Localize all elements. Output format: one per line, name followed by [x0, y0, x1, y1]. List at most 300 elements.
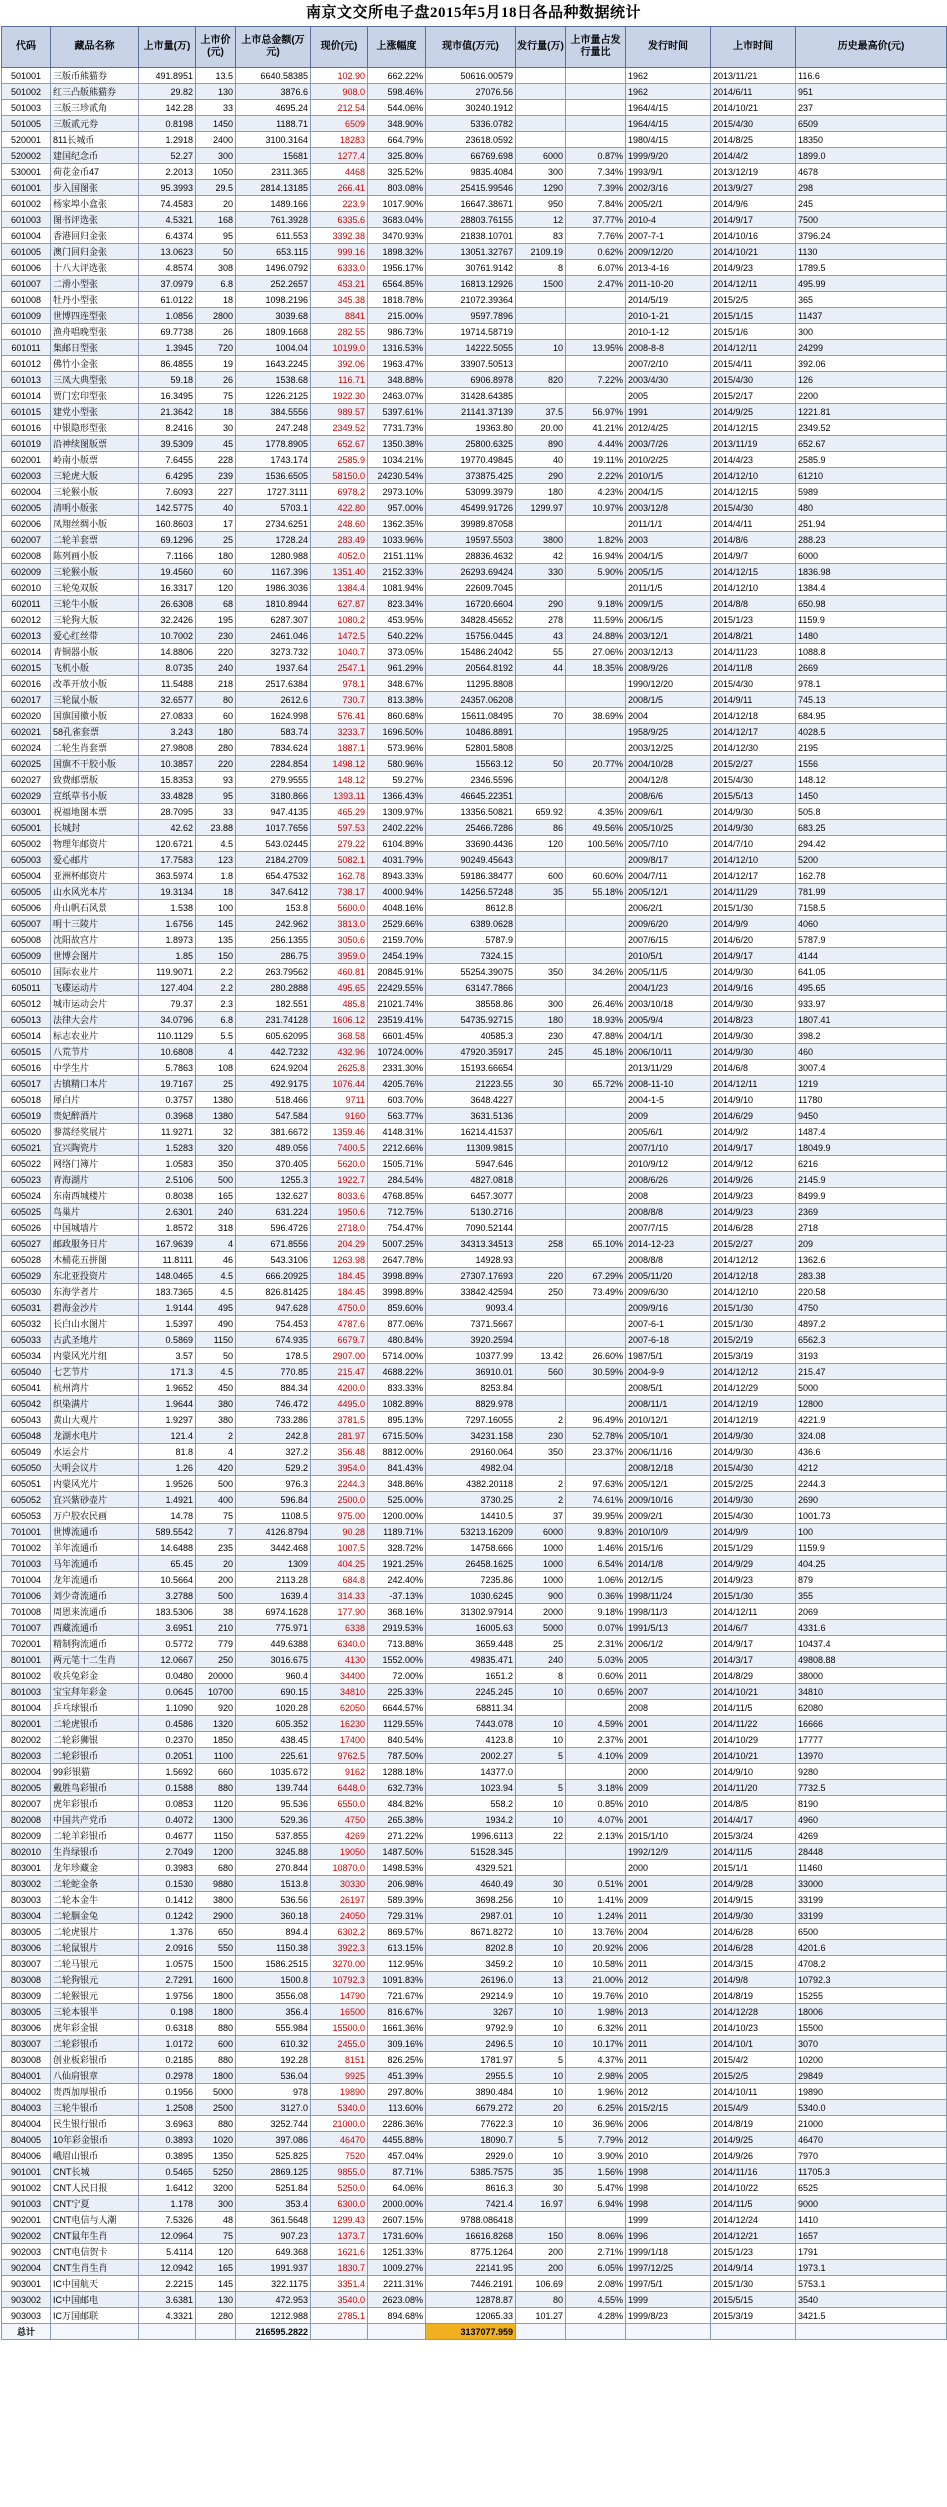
cell-listed-amount: 518.466	[236, 1092, 311, 1108]
cell-market-value: 12065.33	[426, 2308, 516, 2324]
cell-code: 601014	[2, 388, 51, 404]
cell-gain: 2647.78%	[368, 1252, 426, 1268]
cell-current-price: 2500.0	[311, 1492, 368, 1508]
cell-listed-qty: 10.5664	[139, 1572, 196, 1588]
cell-listed-price: 20000	[196, 1668, 236, 1684]
cell-listed-price: 1100	[196, 1748, 236, 1764]
cell-listed-ratio	[566, 1252, 626, 1268]
cell-listing-date: 2014/6/20	[711, 932, 796, 948]
table-row	[2, 1892, 947, 1908]
cell-listed-amount: 671.8556	[236, 1236, 311, 1252]
table-row	[2, 196, 947, 212]
cell-listed-qty: 59.18	[139, 372, 196, 388]
cell-listed-amount: 907.23	[236, 2228, 311, 2244]
cell-market-value: 8671.8272	[426, 1924, 516, 1940]
cell-history-high: 6525	[796, 2180, 947, 2196]
cell-listed-qty: 0.5772	[139, 1636, 196, 1652]
cell-code: 605017	[2, 1076, 51, 1092]
table-body	[2, 68, 947, 2324]
cell-gain: 1362.35%	[368, 516, 426, 532]
cell-market-value: 13356.50821	[426, 804, 516, 820]
cell-market-value: 14256.57248	[426, 884, 516, 900]
cell-history-high: 1836.98	[796, 564, 947, 580]
cell-gain: 348.88%	[368, 372, 426, 388]
cell-listed-price: 500	[196, 1476, 236, 1492]
cell-market-value: 24357.06208	[426, 692, 516, 708]
cell-name: 陈列画小版	[51, 548, 139, 564]
cell-gain: 1309.97%	[368, 804, 426, 820]
cell-listing-date: 2015/4/30	[711, 676, 796, 692]
cell-gain: 833.33%	[368, 1380, 426, 1396]
cell-listed-price: 2.2	[196, 964, 236, 980]
cell-name: 三凤大典型张	[51, 372, 139, 388]
cell-code: 605004	[2, 868, 51, 884]
cell-issue-date: 2008/1/5	[626, 692, 711, 708]
cell-listed-ratio: 4.28%	[566, 2308, 626, 2324]
cell-name: 宜兴陶瓷片	[51, 1140, 139, 1156]
cell-history-high: 2244.3	[796, 1476, 947, 1492]
cell-listed-price: 4	[196, 1444, 236, 1460]
cell-current-price: 1887.1	[311, 740, 368, 756]
cell-listing-date: 2014/12/10	[711, 1284, 796, 1300]
cell-listed-qty: 491.8951	[139, 68, 196, 84]
cell-listed-qty: 15.8353	[139, 772, 196, 788]
cell-issue-date: 1996	[626, 2228, 711, 2244]
cell-listed-ratio: 24.88%	[566, 628, 626, 644]
cell-listed-price: 228	[196, 452, 236, 468]
cell-history-high: 495.99	[796, 276, 947, 292]
cell-history-high: 209	[796, 1236, 947, 1252]
table-row	[2, 820, 947, 836]
cell-issue-qty: 5	[516, 1748, 566, 1764]
cell-issue-qty: 10	[516, 1716, 566, 1732]
cell-issue-date: 1997/5/1	[626, 2276, 711, 2292]
cell-listed-ratio: 7.34%	[566, 164, 626, 180]
cell-listed-amount: 826.81425	[236, 1284, 311, 1300]
cell-current-price: 266.41	[311, 180, 368, 196]
cell-name: 二轮羊彩银币	[51, 1828, 139, 1844]
cell-listed-amount: 231.74128	[236, 1012, 311, 1028]
cell-issue-date: 1993/9/1	[626, 164, 711, 180]
cell-name: 明十三陵片	[51, 916, 139, 932]
cell-issue-date: 2014/1/8	[626, 1556, 711, 1572]
cell-issue-qty: 10	[516, 2036, 566, 2052]
cell-name: 鸟巢片	[51, 1204, 139, 1220]
cell-listed-price: 4.5	[196, 1284, 236, 1300]
cell-listed-qty: 1.2918	[139, 132, 196, 148]
cell-listed-ratio: 4.44%	[566, 436, 626, 452]
cell-listed-qty: 52.27	[139, 148, 196, 164]
cell-code: 605025	[2, 1204, 51, 1220]
cell-gain: 826.25%	[368, 2052, 426, 2068]
cell-issue-qty: 250	[516, 1284, 566, 1300]
cell-listed-ratio: 2.71%	[566, 2244, 626, 2260]
cell-listing-date: 2014/12/15	[711, 564, 796, 580]
cell-listed-amount: 894.4	[236, 1924, 311, 1940]
cell-listing-date: 2014/9/30	[711, 1492, 796, 1508]
cell-listed-price: 210	[196, 1620, 236, 1636]
cell-market-value: 50616.00579	[426, 68, 516, 84]
table-row	[2, 1844, 947, 1860]
cell-issue-qty: 180	[516, 484, 566, 500]
cell-listing-date: 2014/9/26	[711, 1172, 796, 1188]
cell-current-price: 9162	[311, 1764, 368, 1780]
cell-issue-date: 1998	[626, 2196, 711, 2212]
table-row	[2, 948, 947, 964]
cell-history-high: 3070	[796, 2036, 947, 2052]
table-row	[2, 1028, 947, 1044]
cell-name: 二轮狗银元	[51, 1972, 139, 1988]
cell-issue-qty: 950	[516, 196, 566, 212]
cell-history-high: 9000	[796, 2196, 947, 2212]
cell-issue-date: 2011-10-20	[626, 276, 711, 292]
cell-gain: 22429.55%	[368, 980, 426, 996]
header-listing-date: 上市时间	[711, 27, 796, 68]
cell-listed-amount: 2113.28	[236, 1572, 311, 1588]
cell-listed-qty: 7.5326	[139, 2212, 196, 2228]
cell-history-high: 15500	[796, 2020, 947, 2036]
cell-listing-date: 2015/4/30	[711, 116, 796, 132]
cell-listed-ratio: 1.82%	[566, 532, 626, 548]
cell-listed-ratio: 37.77%	[566, 212, 626, 228]
cell-gain: 754.47%	[368, 1220, 426, 1236]
cell-issue-date: 2009/1/5	[626, 596, 711, 612]
cell-name: 亚洲杯邮资片	[51, 868, 139, 884]
cell-listed-price: 300	[196, 148, 236, 164]
cell-issue-date: 2014-12-23	[626, 1236, 711, 1252]
cell-listed-amount: 280.2888	[236, 980, 311, 996]
cell-market-value: 21141.37139	[426, 404, 516, 420]
cell-gain: 297.80%	[368, 2084, 426, 2100]
cell-listed-amount: 242.962	[236, 916, 311, 932]
cell-listed-qty: 2.7049	[139, 1844, 196, 1860]
cell-listing-date: 2014/12/15	[711, 420, 796, 436]
cell-listed-ratio: 6.07%	[566, 260, 626, 276]
cell-history-high: 24299	[796, 340, 947, 356]
cell-listed-price: 195	[196, 612, 236, 628]
cell-issue-date: 2001	[626, 1732, 711, 1748]
cell-gain: 1505.71%	[368, 1156, 426, 1172]
cell-listed-amount: 960.4	[236, 1668, 311, 1684]
cell-listed-price: 600	[196, 2036, 236, 2052]
cell-listing-date: 2015/2/5	[711, 292, 796, 308]
table-row	[2, 2228, 947, 2244]
cell-listed-price: 75	[196, 2228, 236, 2244]
cell-issue-qty: 258	[516, 1236, 566, 1252]
cell-code: 605033	[2, 1332, 51, 1348]
cell-gain: 368.16%	[368, 1604, 426, 1620]
cell-listed-amount: 1536.6505	[236, 468, 311, 484]
cell-current-price: 90.28	[311, 1524, 368, 1540]
cell-issue-qty: 278	[516, 612, 566, 628]
table-row	[2, 724, 947, 740]
cell-listed-qty: 0.2051	[139, 1748, 196, 1764]
cell-gain: 1081.94%	[368, 580, 426, 596]
cell-market-value: 31302.97914	[426, 1604, 516, 1620]
cell-gain: 3998.89%	[368, 1268, 426, 1284]
table-row	[2, 1300, 947, 1316]
cell-market-value: 26458.1625	[426, 1556, 516, 1572]
cell-history-high: 11460	[796, 1860, 947, 1876]
cell-current-price: 248.60	[311, 516, 368, 532]
cell-code: 605003	[2, 852, 51, 868]
table-row	[2, 1316, 947, 1332]
cell-history-high: 1130	[796, 244, 947, 260]
cell-gain: 59.27%	[368, 772, 426, 788]
cell-history-high: 16666	[796, 1716, 947, 1732]
cell-issue-qty: 600	[516, 868, 566, 884]
cell-current-price: 908.0	[311, 84, 368, 100]
table-row	[2, 564, 947, 580]
cell-listed-amount: 361.5648	[236, 2212, 311, 2228]
cell-issue-date: 2005/6/1	[626, 1124, 711, 1140]
cell-gain: 4048.16%	[368, 900, 426, 916]
table-row	[2, 2100, 947, 2116]
cell-listed-qty: 148.0465	[139, 1268, 196, 1284]
cell-issue-qty: 300	[516, 164, 566, 180]
total-row	[2, 2324, 947, 2340]
cell-current-price: 102.90	[311, 68, 368, 84]
cell-issue-qty: 55	[516, 644, 566, 660]
cell-history-high: 6216	[796, 1156, 947, 1172]
cell-current-price: 6338	[311, 1620, 368, 1636]
cell-issue-qty	[516, 1700, 566, 1716]
cell-listed-price: 550	[196, 1940, 236, 1956]
cell-listed-ratio: 0.51%	[566, 1876, 626, 1892]
cell-market-value: 14222.5055	[426, 340, 516, 356]
cell-listed-price: 2900	[196, 1908, 236, 1924]
table-row	[2, 804, 947, 820]
cell-listed-amount: 624.9204	[236, 1060, 311, 1076]
cell-listed-ratio: 67.29%	[566, 1268, 626, 1284]
cell-issue-date: 2008	[626, 1700, 711, 1716]
header-listed-ratio: 上市量占发行量比	[566, 27, 626, 68]
cell-market-value: 1996.6113	[426, 1828, 516, 1844]
cell-listed-amount: 182.551	[236, 996, 311, 1012]
cell-listed-ratio: 26.46%	[566, 996, 626, 1012]
cell-code: 803007	[2, 2036, 51, 2052]
cell-code: 801002	[2, 1668, 51, 1684]
cell-gain: 21021.74%	[368, 996, 426, 1012]
cell-listing-date: 2014/8/5	[711, 1796, 796, 1812]
cell-current-price: 18283	[311, 132, 368, 148]
cell-listed-price: 880	[196, 2020, 236, 2036]
cell-gain: 813.38%	[368, 692, 426, 708]
cell-listing-date: 2015/4/30	[711, 772, 796, 788]
cell-listed-price: 168	[196, 212, 236, 228]
cell-gain: 4031.79%	[368, 852, 426, 868]
cell-listed-amount: 536.56	[236, 1892, 311, 1908]
cell-code: 902003	[2, 2244, 51, 2260]
cell-current-price: 5340.0	[311, 2100, 368, 2116]
table-row	[2, 1396, 947, 1412]
cell-listed-amount: 3100.3164	[236, 132, 311, 148]
cell-listed-qty: 19.3134	[139, 884, 196, 900]
cell-current-price: 282.55	[311, 324, 368, 340]
cell-gain: 24230.54%	[368, 468, 426, 484]
cell-market-value: 10377.99	[426, 1348, 516, 1364]
cell-name: 渔舟唱晚型张	[51, 324, 139, 340]
cell-listed-ratio	[566, 356, 626, 372]
cell-gain: 860.68%	[368, 708, 426, 724]
cell-listing-date: 2014/9/17	[711, 1140, 796, 1156]
cell-listing-date: 2014/9/23	[711, 260, 796, 276]
cell-issue-qty: 10	[516, 340, 566, 356]
cell-name: IC中国航天	[51, 2276, 139, 2292]
cell-gain: 5397.61%	[368, 404, 426, 420]
cell-gain: 961.29%	[368, 660, 426, 676]
cell-issue-qty: 245	[516, 1044, 566, 1060]
cell-issue-date: 2010/2/25	[626, 452, 711, 468]
cell-issue-qty	[516, 916, 566, 932]
total-listed-amount: 216595.2822	[236, 2324, 311, 2340]
cell-issue-qty: 5	[516, 1780, 566, 1796]
cell-history-high: 283.38	[796, 1268, 947, 1284]
cell-gain: 271.22%	[368, 1828, 426, 1844]
cell-listed-ratio: 4.23%	[566, 484, 626, 500]
cell-listing-date: 2014/9/9	[711, 916, 796, 932]
cell-listed-qty: 37.0979	[139, 276, 196, 292]
cell-history-high: 6000	[796, 548, 947, 564]
cell-history-high: 5753.1	[796, 2276, 947, 2292]
table-row	[2, 1332, 947, 1348]
cell-market-value: 19770.49845	[426, 452, 516, 468]
cell-listed-ratio: 9.18%	[566, 1604, 626, 1620]
cell-code: 605016	[2, 1060, 51, 1076]
cell-code: 804001	[2, 2068, 51, 2084]
cell-listing-date: 2014/9/23	[711, 1188, 796, 1204]
cell-listed-amount: 3016.675	[236, 1652, 311, 1668]
cell-issue-date: 2009/8/17	[626, 852, 711, 868]
cell-code: 701003	[2, 1556, 51, 1572]
cell-history-high: 2069	[796, 1604, 947, 1620]
cell-current-price: 16230	[311, 1716, 368, 1732]
cell-listing-date: 2014/9/10	[711, 1092, 796, 1108]
cell-market-value: 6679.272	[426, 2100, 516, 2116]
cell-issue-date: 2015/2/15	[626, 2100, 711, 2116]
cell-history-high: 398.2	[796, 1028, 947, 1044]
cell-issue-date: 2013-4-16	[626, 260, 711, 276]
cell-name: 马年流通币	[51, 1556, 139, 1572]
cell-issue-date: 2007-6-18	[626, 1332, 711, 1348]
cell-code: 601001	[2, 180, 51, 196]
cell-gain: 1034.21%	[368, 452, 426, 468]
cell-listed-qty: 2.5106	[139, 1172, 196, 1188]
cell-code: 804003	[2, 2100, 51, 2116]
cell-name: 集邮日型张	[51, 340, 139, 356]
cell-listed-price: 48	[196, 2212, 236, 2228]
cell-gain: 2000.00%	[368, 2196, 426, 2212]
cell-issue-qty	[516, 1188, 566, 1204]
cell-listed-qty: 69.1296	[139, 532, 196, 548]
cell-listing-date: 2014/12/28	[711, 2004, 796, 2020]
cell-listed-ratio: 4.07%	[566, 1812, 626, 1828]
cell-listed-price: 1850	[196, 1732, 236, 1748]
cell-history-high: 251.94	[796, 516, 947, 532]
cell-gain: 206.98%	[368, 1876, 426, 1892]
cell-name: 民生银行银币	[51, 2116, 139, 2132]
cell-history-high: 3193	[796, 1348, 947, 1364]
cell-issue-date: 2006	[626, 1940, 711, 1956]
cell-listing-date: 2014/9/25	[711, 404, 796, 420]
cell-gain: 613.15%	[368, 1940, 426, 1956]
cell-listing-date: 2014/12/11	[711, 1604, 796, 1620]
header-issue-date: 发行时间	[626, 27, 711, 68]
cell-issue-date: 2010-1-12	[626, 324, 711, 340]
cell-issue-date: 2008/9/26	[626, 660, 711, 676]
cell-name: 犀白片	[51, 1092, 139, 1108]
cell-code: 602015	[2, 660, 51, 676]
cell-history-high: 1789.5	[796, 260, 947, 276]
table-row	[2, 1860, 947, 1876]
cell-code: 602021	[2, 724, 51, 740]
table-row	[2, 2180, 947, 2196]
cell-history-high: 126	[796, 372, 947, 388]
cell-name: 周恩来流通币	[51, 1604, 139, 1620]
cell-market-value: 9792.9	[426, 2020, 516, 2036]
cell-name: 网络门簿片	[51, 1156, 139, 1172]
table-row	[2, 1556, 947, 1572]
cell-listed-qty: 81.8	[139, 1444, 196, 1460]
cell-listed-ratio	[566, 1316, 626, 1332]
cell-current-price: 9762.5	[311, 1748, 368, 1764]
cell-history-high: 300	[796, 324, 947, 340]
cell-market-value: 4329.521	[426, 1860, 516, 1876]
cell-market-value: 10486.8891	[426, 724, 516, 740]
cell-issue-date: 1980/4/15	[626, 132, 711, 148]
cell-current-price: 2349.52	[311, 420, 368, 436]
cell-issue-qty: 25	[516, 1636, 566, 1652]
cell-listed-qty: 0.8038	[139, 1188, 196, 1204]
cell-gain: 580.96%	[368, 756, 426, 772]
cell-listing-date: 2015/5/15	[711, 2292, 796, 2308]
cell-listed-price: 33	[196, 100, 236, 116]
cell-listed-qty: 19.4560	[139, 564, 196, 580]
cell-name: 万户胶农民画	[51, 1508, 139, 1524]
cell-market-value: 33842.42594	[426, 1284, 516, 1300]
cell-listed-amount: 1489.166	[236, 196, 311, 212]
cell-gain: 451.39%	[368, 2068, 426, 2084]
cell-listed-ratio	[566, 1380, 626, 1396]
cell-listed-qty: 0.5869	[139, 1332, 196, 1348]
cell-listed-ratio	[566, 1188, 626, 1204]
cell-issue-date: 2011	[626, 1956, 711, 1972]
cell-listed-ratio	[566, 1108, 626, 1124]
cell-code: 601013	[2, 372, 51, 388]
cell-listed-price: 26	[196, 324, 236, 340]
table-row	[2, 228, 947, 244]
cell-listed-qty: 0.1588	[139, 1780, 196, 1796]
cell-gain: 664.79%	[368, 132, 426, 148]
cell-name: 内蒙风光片	[51, 1476, 139, 1492]
cell-listed-qty: 0.2978	[139, 2068, 196, 2084]
cell-issue-qty: 2	[516, 1492, 566, 1508]
cell-listed-price: 230	[196, 628, 236, 644]
cell-listed-price: 650	[196, 1924, 236, 1940]
cell-history-high: 11705.3	[796, 2164, 947, 2180]
cell-current-price: 3813.0	[311, 916, 368, 932]
cell-listed-qty: 1.85	[139, 948, 196, 964]
cell-current-price: 19890	[311, 2084, 368, 2100]
cell-listing-date: 2015/1/15	[711, 308, 796, 324]
cell-market-value: 68811.34	[426, 1700, 516, 1716]
table-row	[2, 1348, 947, 1364]
cell-listed-ratio	[566, 900, 626, 916]
cell-listed-ratio: 4.59%	[566, 1716, 626, 1732]
cell-issue-date: 2006/11/16	[626, 1444, 711, 1460]
cell-market-value: 22141.95	[426, 2260, 516, 2276]
cell-name: 邮政服务日片	[51, 1236, 139, 1252]
